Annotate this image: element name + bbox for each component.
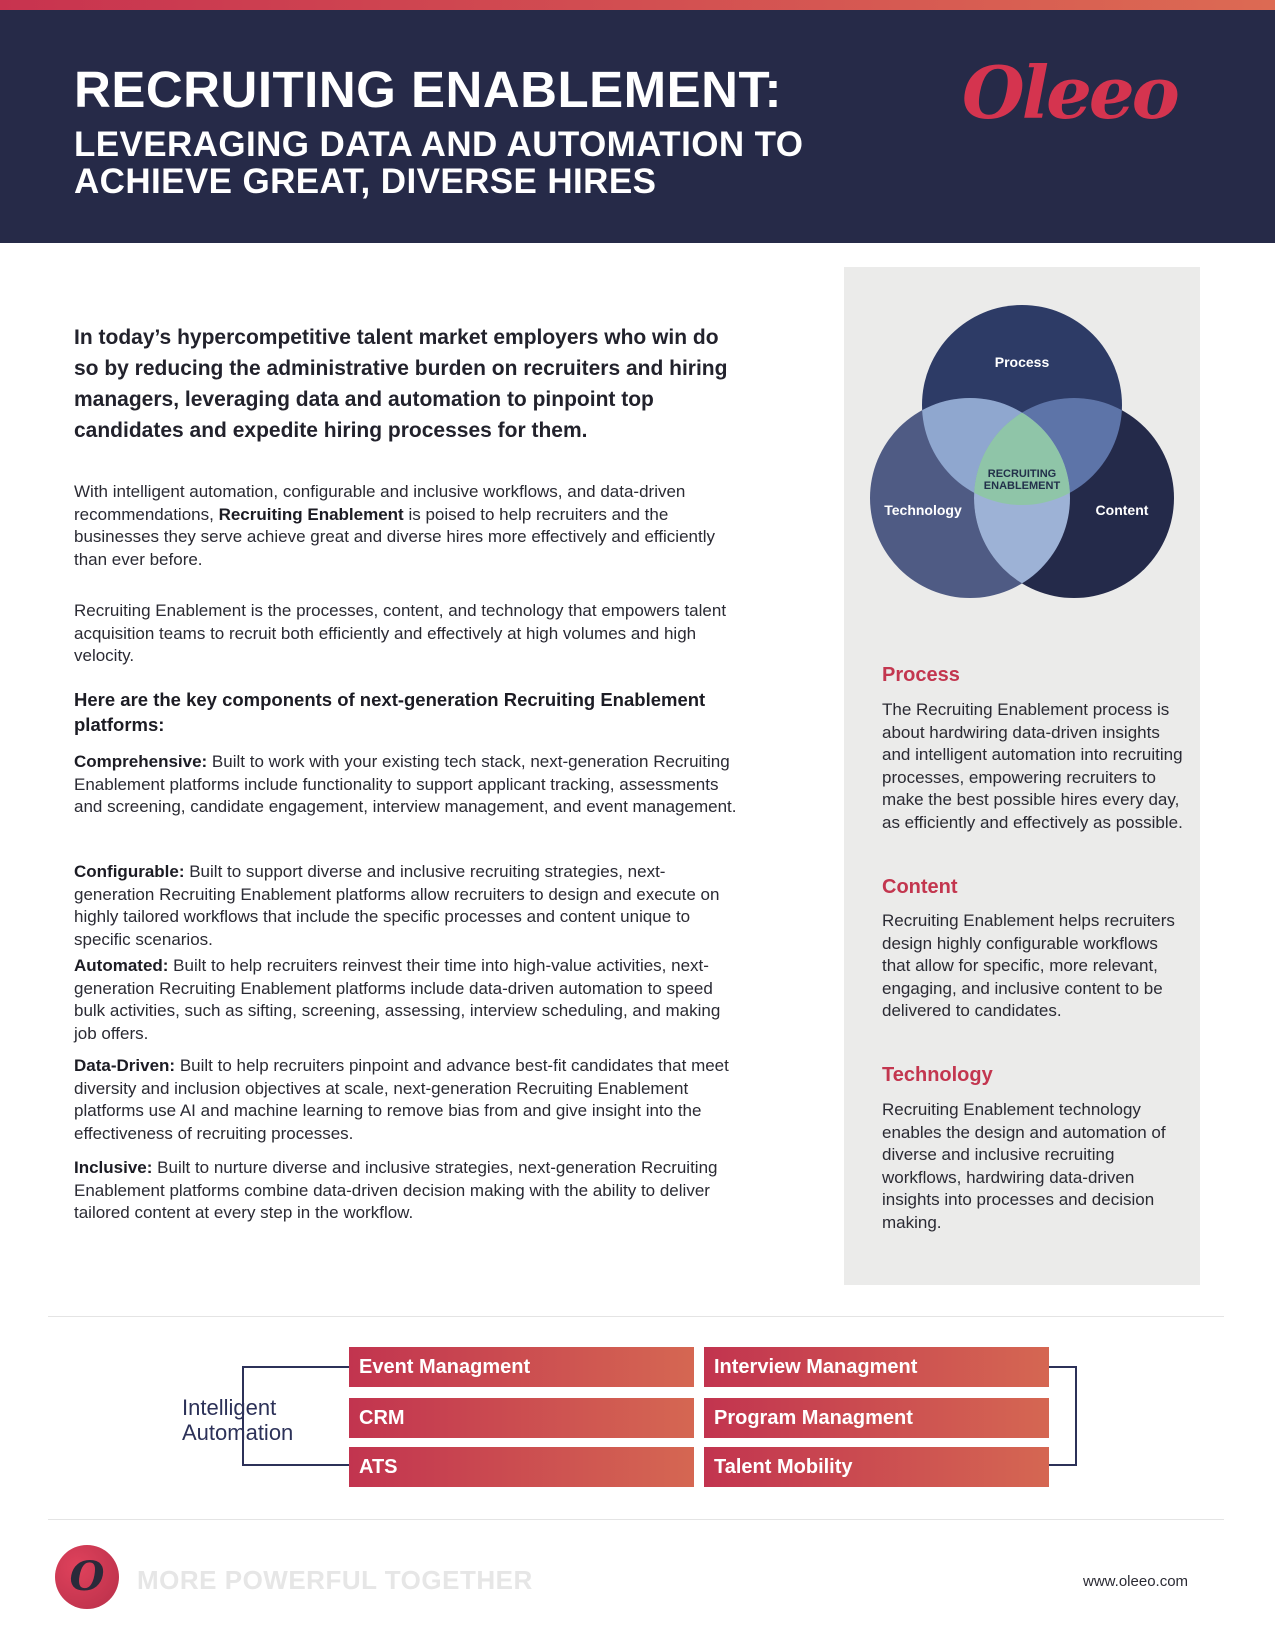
bar-interview-management: Interview Managment [704, 1347, 1049, 1387]
oleeo-logo: Oleeo [962, 50, 1177, 135]
sidebar-heading-technology: Technology [882, 1064, 993, 1086]
venn-center-label-line2: ENABLEMENT [983, 480, 1061, 492]
page-subtitle: LEVERAGING DATA AND AUTOMATION TO ACHIEVE GREAT, DIVERSE HIRES [74, 125, 804, 201]
automation-label-line1: Intelligent [182, 1395, 277, 1420]
bar-ats: ATS [349, 1447, 694, 1487]
page-title: RECRUITING ENABLEMENT: [74, 61, 782, 118]
component-text: Built to work with your existing tech stack, next-generation Recruiting Enablement platforms include functionality to support applicant tracking, assessments and screening, candidate engagement, interview management, and event management. [74, 752, 737, 816]
footer-website-link[interactable]: www.oleeo.com [1083, 1573, 1189, 1590]
footer-logo-icon: O [55, 1545, 119, 1609]
component-label: Configurable: [74, 862, 185, 881]
footer-tagline: MORE POWERFUL TOGETHER [137, 1565, 533, 1595]
intro-paragraph: In today’s hypercompetitive talent market employers who win do so by reducing the administrative burden on recruiters and hiring managers, leveraging data and automation to pinpoint top candidates and expedite hiring processes for them. [74, 326, 728, 442]
para1-text-start: With intelligent automation, configurable and inclusive workflows, and data-driven recommendations, [74, 482, 686, 524]
para1-bold: Recruiting Enablement [218, 504, 404, 524]
venn-center-label-line1: RECRUITING [987, 468, 1057, 480]
component-label: Inclusive: [74, 1158, 153, 1177]
sidebar-text-process: The Recruiting Enablement process is about hardwiring data-driven insights and intelligent automation into recruiting processes, empowering recruiters to make the best possible hires every day, as efficiently and effectively as possible. [882, 700, 1183, 832]
component-configurable [74, 861, 744, 951]
intelligent-automation-label [182, 1395, 293, 1445]
body-paragraph-2: Recruiting Enablement is the processes, content, and technology that empowers talent acquisition teams to recruit both efficiently and effectively at high volumes and high velocity. [74, 601, 727, 665]
component-comprehensive [74, 751, 744, 819]
component-inclusive [74, 1157, 744, 1225]
component-text: Built to help recruiters reinvest their time into high-value activities, next-generation Recruiting Enablement platforms include data-driven automation to speed bulk activities, such as sifting, screening, assessing, interview scheduling, and making job offers. [74, 956, 721, 1043]
sidebar-text-content: Recruiting Enablement helps recruiters design highly configurable workflows that allow for specific, more relevant, engaging, and inclusive content to be delivered to candidates. [882, 911, 1175, 1020]
body-paragraph-1 [74, 481, 744, 571]
component-label: Comprehensive: [74, 752, 208, 771]
bar-program-management: Program Managment [704, 1398, 1049, 1438]
bar-talent-mobility: Talent Mobility [704, 1447, 1049, 1487]
divider-bottom [48, 1519, 1224, 1520]
venn-label-content: Content [1095, 502, 1149, 518]
component-automated [74, 955, 744, 1045]
component-text: Built to nurture diverse and inclusive strategies, next-generation Recruiting Enablement platforms combine data-driven decision making with the ability to deliver tailored content at every step in the workflow. [74, 1158, 718, 1222]
sidebar-heading-process: Process [882, 664, 960, 686]
divider-top [48, 1316, 1224, 1317]
bar-crm: CRM [349, 1398, 694, 1438]
sidebar-text-technology: Recruiting Enablement technology enables the design and automation of diverse and inclusive recruiting workflows, hardwiring data-driven insights into processes and decision making. [882, 1100, 1166, 1232]
component-text: Built to help recruiters pinpoint and advance best-fit candidates that meet diversity and inclusion objectives at scale, next-generation Recruiting Enablement platforms use AI and machine learning to remove bias from and give insight into the effectiveness of recruiting processes. [74, 1056, 729, 1143]
top-accent-stripe [0, 0, 1275, 10]
para1-text-end: is poised to help recruiters and the businesses they serve achieve great and diverse hires more effectively and efficiently than ever before. [74, 504, 715, 569]
venn-label-technology: Technology [884, 502, 962, 518]
venn-label-process: Process [994, 354, 1050, 370]
venn-diagram [870, 305, 1175, 600]
bracket-right [1049, 1366, 1077, 1466]
component-text: Built to support diverse and inclusive recruiting strategies, next-generation Recruiting Enablement platforms allow recruiters to design and execute on highly tailored workflows that include the specific processes and content unique to specific scenarios. [74, 862, 720, 949]
component-data-driven [74, 1055, 744, 1145]
sidebar-heading-content: Content [882, 876, 958, 898]
component-label: Data-Driven: [74, 1056, 176, 1075]
components-heading: Here are the key components of next-generation Recruiting Enablement platforms: [74, 689, 706, 735]
automation-label-line2: Automation [182, 1420, 294, 1445]
component-label: Automated: [74, 956, 169, 975]
bar-event-management: Event Managment [349, 1347, 694, 1387]
